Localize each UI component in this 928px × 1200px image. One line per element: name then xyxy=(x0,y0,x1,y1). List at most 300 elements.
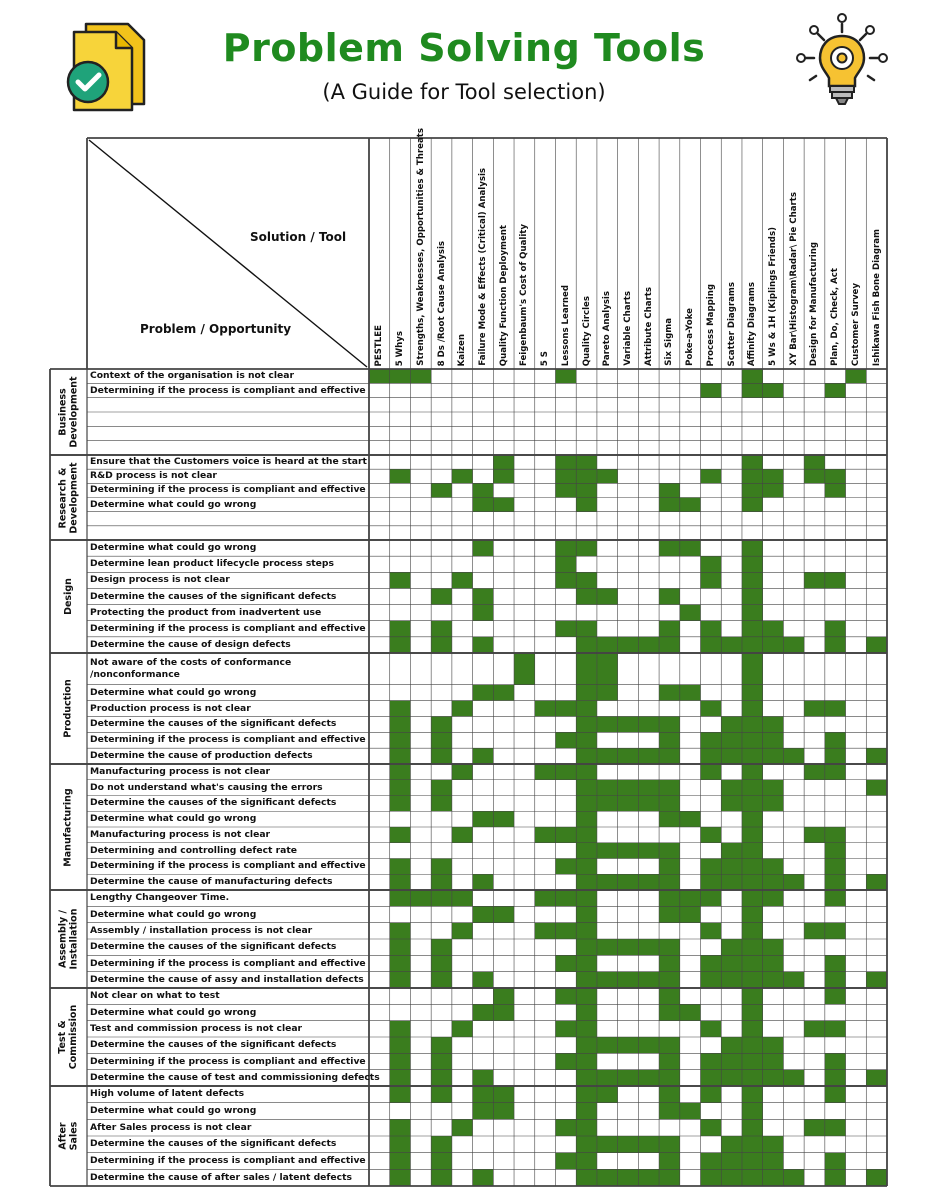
matrix-cell-filled xyxy=(576,653,597,685)
matrix-cell-filled xyxy=(576,796,597,812)
matrix-cell-filled xyxy=(473,1103,494,1120)
matrix-cell-filled xyxy=(555,701,576,717)
problem-row-label: Determining if the process is compliant and effective xyxy=(90,1055,366,1067)
tool-header-12 xyxy=(597,140,618,369)
matrix-cell-filled xyxy=(576,748,597,764)
matrix-cell-filled xyxy=(452,827,473,843)
tool-name: Customer Survey xyxy=(850,282,861,366)
matrix-cell-filled xyxy=(742,780,763,796)
category-name: Test & Commission xyxy=(57,1004,80,1070)
matrix-cell-filled xyxy=(473,498,494,512)
problem-row-label: Ensure that the Customers voice is heard at the start xyxy=(90,456,367,468)
matrix-cell-filled xyxy=(618,716,639,732)
problem-row-label: Determining if the process is compliant and effective xyxy=(90,957,366,969)
matrix-cell-filled xyxy=(825,890,846,906)
page-title: Problem Solving Tools xyxy=(222,26,706,70)
matrix-cell-filled xyxy=(763,890,784,906)
matrix-cell-filled xyxy=(618,1169,639,1186)
matrix-cell-filled xyxy=(638,716,659,732)
matrix-cell-filled xyxy=(721,637,742,653)
matrix-cell-filled xyxy=(555,556,576,572)
matrix-cell-filled xyxy=(431,716,452,732)
matrix-cell-filled xyxy=(638,972,659,988)
matrix-cell-filled xyxy=(597,1136,618,1153)
matrix-cell-filled xyxy=(576,621,597,637)
problem-row-label: Protecting the product from inadvertent use xyxy=(90,606,322,618)
matrix-cell-filled xyxy=(742,369,763,383)
tool-header-14 xyxy=(638,140,659,369)
matrix-cell-filled xyxy=(721,939,742,955)
matrix-cell-filled xyxy=(493,469,514,483)
matrix-cell-filled xyxy=(825,469,846,483)
matrix-cell-filled xyxy=(555,540,576,556)
problem-row-label: Determining if the process is compliant and effective xyxy=(90,622,366,634)
matrix-cell-filled xyxy=(576,637,597,653)
matrix-cell-filled xyxy=(555,369,576,383)
matrix-cell-filled xyxy=(473,483,494,497)
matrix-cell-filled xyxy=(721,1169,742,1186)
matrix-cell-filled xyxy=(742,1103,763,1120)
matrix-cell-filled xyxy=(638,1037,659,1053)
matrix-cell-filled xyxy=(742,1136,763,1153)
matrix-cell-filled xyxy=(431,955,452,971)
tool-name: Quality Circles xyxy=(581,295,592,366)
matrix-cell-filled xyxy=(742,621,763,637)
matrix-cell-filled xyxy=(721,1053,742,1069)
tool-header-4 xyxy=(431,140,452,369)
matrix-cell-filled xyxy=(452,923,473,939)
matrix-cell-filled xyxy=(473,1004,494,1020)
matrix-cell-filled xyxy=(638,1070,659,1086)
matrix-cell-filled xyxy=(576,1037,597,1053)
matrix-cell-filled xyxy=(390,874,411,890)
matrix-cell-filled xyxy=(701,1153,722,1170)
matrix-cell-filled xyxy=(452,1021,473,1037)
page-subtitle: (A Guide for Tool selection) xyxy=(322,80,606,104)
matrix-cell-filled xyxy=(390,890,411,906)
matrix-cell-filled xyxy=(431,1070,452,1086)
matrix-cell-filled xyxy=(659,483,680,497)
matrix-cell-filled xyxy=(680,685,701,701)
matrix-cell-filled xyxy=(825,843,846,859)
matrix-cell-filled xyxy=(742,1053,763,1069)
matrix-cell-filled xyxy=(473,972,494,988)
matrix-cell-filled xyxy=(825,1119,846,1136)
matrix-cell-filled xyxy=(701,764,722,780)
matrix-cell-filled xyxy=(742,540,763,556)
problem-row-label: Determine what could go wrong xyxy=(90,813,257,825)
problem-row-label: Do not understand what's causing the errors xyxy=(90,781,323,793)
matrix-cell-filled xyxy=(701,383,722,397)
matrix-cell-filled xyxy=(721,1070,742,1086)
matrix-cell-filled xyxy=(638,780,659,796)
matrix-cell-filled xyxy=(431,890,452,906)
problem-row-label: Determine the causes of the significant defects xyxy=(90,1039,337,1051)
matrix-cell-filled xyxy=(597,1169,618,1186)
matrix-cell-filled xyxy=(721,1153,742,1170)
matrix-cell-filled xyxy=(763,1136,784,1153)
matrix-cell-filled xyxy=(576,1053,597,1069)
matrix-cell-filled xyxy=(555,732,576,748)
matrix-cell-filled xyxy=(431,1053,452,1069)
tool-header-2 xyxy=(390,140,411,369)
matrix-cell-filled xyxy=(555,469,576,483)
matrix-cell-filled xyxy=(701,827,722,843)
matrix-cell-filled xyxy=(597,939,618,955)
matrix-cell-filled xyxy=(576,498,597,512)
matrix-cell-filled xyxy=(390,732,411,748)
problem-row-label: Determine what could go wrong xyxy=(90,498,257,510)
problem-row-label: Test and commission process is not clear xyxy=(90,1022,303,1034)
matrix-cell-filled xyxy=(576,988,597,1004)
tool-name: XY Bar\Histogram\Radar\ Pie Charts xyxy=(788,192,799,366)
matrix-cell-filled xyxy=(742,923,763,939)
matrix-cell-filled xyxy=(390,1086,411,1103)
tool-name: Process Mapping xyxy=(705,283,716,366)
matrix-cell-filled xyxy=(763,955,784,971)
matrix-cell-filled xyxy=(555,483,576,497)
matrix-cell-filled xyxy=(452,572,473,588)
matrix-cell-filled xyxy=(410,369,431,383)
matrix-cell-filled xyxy=(680,906,701,922)
matrix-cell-filled xyxy=(866,748,887,764)
matrix-cell-filled xyxy=(431,1037,452,1053)
tool-name: 5 S xyxy=(540,350,551,366)
tool-header-23 xyxy=(825,140,846,369)
matrix-cell-filled xyxy=(618,972,639,988)
problem-row-label: Manufacturing process is not clear xyxy=(90,828,271,840)
matrix-cell-filled xyxy=(597,780,618,796)
problem-row-label: Determine the causes of the significant defects xyxy=(90,797,337,809)
matrix-cell-filled xyxy=(783,637,804,653)
matrix-cell-filled xyxy=(742,716,763,732)
matrix-cell-filled xyxy=(555,572,576,588)
problem-row-label: Determine what could go wrong xyxy=(90,686,257,698)
matrix-cell-filled xyxy=(597,469,618,483)
matrix-cell-filled xyxy=(701,621,722,637)
matrix-cell-filled xyxy=(742,572,763,588)
matrix-cell-filled xyxy=(742,939,763,955)
problem-row-label: Production process is not clear xyxy=(90,702,251,714)
matrix-cell-filled xyxy=(390,572,411,588)
matrix-cell-filled xyxy=(473,874,494,890)
problem-row-label: Determine the cause of test and commissioning defects xyxy=(90,1071,380,1083)
matrix-cell-filled xyxy=(659,1136,680,1153)
matrix-cell-filled xyxy=(555,455,576,469)
matrix-cell-filled xyxy=(701,1070,722,1086)
matrix-cell-filled xyxy=(866,874,887,890)
tool-header-19 xyxy=(742,140,763,369)
matrix-cell-filled xyxy=(866,972,887,988)
matrix-cell-filled xyxy=(721,748,742,764)
matrix-cell-filled xyxy=(535,890,556,906)
matrix-cell-filled xyxy=(763,469,784,483)
matrix-cell-filled xyxy=(618,1136,639,1153)
tool-header-8 xyxy=(514,140,535,369)
matrix-cell-filled xyxy=(535,764,556,780)
matrix-cell-filled xyxy=(783,972,804,988)
matrix-cell-filled xyxy=(825,827,846,843)
matrix-cell-filled xyxy=(431,972,452,988)
problem-row-label: Determine what could go wrong xyxy=(90,542,257,554)
matrix-cell-filled xyxy=(576,827,597,843)
matrix-cell-filled xyxy=(804,1119,825,1136)
matrix-cell-filled xyxy=(555,827,576,843)
matrix-cell-filled xyxy=(390,1037,411,1053)
tool-name: Six Sigma xyxy=(664,318,675,366)
category-name: Business Development xyxy=(57,376,80,448)
matrix-cell-filled xyxy=(576,972,597,988)
matrix-cell-filled xyxy=(493,811,514,827)
matrix-cell-filled xyxy=(742,955,763,971)
matrix-cell-filled xyxy=(742,483,763,497)
matrix-cell-filled xyxy=(576,483,597,497)
matrix-cell-filled xyxy=(763,874,784,890)
matrix-cell-filled xyxy=(742,796,763,812)
problem-row-label: Not aware of the costs of conformance /nonconformance xyxy=(90,656,292,680)
matrix-cell-filled xyxy=(825,764,846,780)
problem-row-label: Assembly / installation process is not clear xyxy=(90,924,313,936)
matrix-cell-filled xyxy=(763,1169,784,1186)
matrix-cell-filled xyxy=(576,923,597,939)
matrix-cell-filled xyxy=(721,874,742,890)
matrix-cell-filled xyxy=(576,701,597,717)
matrix-cell-filled xyxy=(431,1086,452,1103)
matrix-cell-filled xyxy=(597,1037,618,1053)
matrix-cell-filled xyxy=(390,796,411,812)
matrix-cell-filled xyxy=(825,701,846,717)
matrix-cell-filled xyxy=(576,1103,597,1120)
tool-header-16 xyxy=(680,140,701,369)
matrix-cell-filled xyxy=(597,1086,618,1103)
matrix-cell-filled xyxy=(597,1070,618,1086)
matrix-cell-filled xyxy=(721,1037,742,1053)
matrix-cell-filled xyxy=(804,701,825,717)
matrix-cell-filled xyxy=(742,906,763,922)
category-name: Production xyxy=(63,679,74,738)
matrix-cell-filled xyxy=(783,874,804,890)
matrix-cell-filled xyxy=(431,1153,452,1170)
tool-name: Design for Manufacturing xyxy=(809,241,820,366)
matrix-cell-filled xyxy=(763,732,784,748)
matrix-cell-filled xyxy=(825,1086,846,1103)
matrix-cell-filled xyxy=(742,383,763,397)
matrix-cell-filled xyxy=(390,1169,411,1186)
matrix-cell-filled xyxy=(390,923,411,939)
matrix-cell-filled xyxy=(659,859,680,875)
matrix-cell-filled xyxy=(659,588,680,604)
problem-row-label: Design process is not clear xyxy=(90,574,230,586)
matrix-cell-filled xyxy=(680,540,701,556)
matrix-cell-filled xyxy=(866,1169,887,1186)
problem-row-label: Determine the causes of the significant defects xyxy=(90,1138,337,1150)
problem-row-label: Determining and controlling defect rate xyxy=(90,844,297,856)
matrix-cell-filled xyxy=(597,637,618,653)
matrix-cell-filled xyxy=(431,1169,452,1186)
matrix-cell-filled xyxy=(659,1004,680,1020)
matrix-cell-filled xyxy=(576,955,597,971)
tool-name: Failure Mode & Effects (Critical) Analysis xyxy=(477,168,488,366)
matrix-cell-filled xyxy=(576,1070,597,1086)
matrix-cell-filled xyxy=(431,621,452,637)
matrix-cell-filled xyxy=(742,498,763,512)
matrix-cell-filled xyxy=(493,685,514,701)
matrix-cell-filled xyxy=(555,955,576,971)
tool-name: PESTLEE xyxy=(374,324,385,366)
tool-name: Ishikawa Fish Bone Diagram xyxy=(871,228,882,366)
matrix-cell-filled xyxy=(804,1021,825,1037)
matrix-cell-filled xyxy=(763,483,784,497)
matrix-cell-filled xyxy=(659,843,680,859)
category-name: Assembly / Installation xyxy=(57,908,80,970)
tool-name: 8 Ds /Root Cause Analysis xyxy=(436,240,447,366)
matrix-cell-filled xyxy=(742,588,763,604)
matrix-cell-filled xyxy=(659,780,680,796)
matrix-cell-filled xyxy=(576,455,597,469)
matrix-cell-filled xyxy=(597,748,618,764)
problem-row-label: Determine what could go wrong xyxy=(90,1105,257,1116)
matrix-cell-filled xyxy=(410,890,431,906)
matrix-cell-filled xyxy=(473,1169,494,1186)
tool-header-6 xyxy=(473,140,494,369)
matrix-cell-filled xyxy=(576,1021,597,1037)
matrix-cell-filled xyxy=(431,732,452,748)
matrix-cell-filled xyxy=(473,540,494,556)
matrix-cell-filled xyxy=(473,685,494,701)
problem-row-label: Determining if the process is compliant and effective xyxy=(90,1155,366,1166)
tool-header-17 xyxy=(701,140,722,369)
problem-row-label: High volume of latent defects xyxy=(90,1088,245,1100)
problem-row-label: Determine the causes of the significant defects xyxy=(90,590,337,602)
matrix-cell-filled xyxy=(514,653,535,685)
matrix-cell-filled xyxy=(638,874,659,890)
matrix-cell-filled xyxy=(576,843,597,859)
matrix-cell-filled xyxy=(721,780,742,796)
problem-row-label: Not clear on what to test xyxy=(90,990,220,1002)
problem-row-label: Determine the causes of the significant defects xyxy=(90,718,337,730)
matrix-cell-filled xyxy=(597,796,618,812)
matrix-cell-filled xyxy=(742,469,763,483)
matrix-cell-filled xyxy=(618,748,639,764)
matrix-cell-filled xyxy=(597,716,618,732)
problem-row-label: Determining if the process is compliant and effective xyxy=(90,734,366,746)
matrix-cell-filled xyxy=(493,1086,514,1103)
matrix-cell-filled xyxy=(825,572,846,588)
matrix-cell-filled xyxy=(659,1086,680,1103)
matrix-cell-filled xyxy=(742,605,763,621)
problem-row-label: Determining if the process is compliant and effective xyxy=(90,384,366,396)
matrix-cell-filled xyxy=(763,637,784,653)
matrix-cell-filled xyxy=(701,469,722,483)
matrix-cell-filled xyxy=(701,637,722,653)
matrix-cell-filled xyxy=(763,939,784,955)
matrix-cell-filled xyxy=(742,827,763,843)
matrix-cell-filled xyxy=(555,890,576,906)
matrix-cell-filled xyxy=(742,748,763,764)
matrix-cell-filled xyxy=(742,764,763,780)
matrix-cell-filled xyxy=(473,637,494,653)
matrix-cell-filled xyxy=(701,748,722,764)
matrix-cell-filled xyxy=(783,1169,804,1186)
matrix-cell-filled xyxy=(742,811,763,827)
matrix-cell-filled xyxy=(659,1169,680,1186)
matrix-cell-filled xyxy=(742,1037,763,1053)
tool-name: 5 Ws & 1H (Kiplings Friends) xyxy=(768,227,779,366)
matrix-cell-filled xyxy=(701,955,722,971)
matrix-cell-filled xyxy=(493,906,514,922)
matrix-cell-filled xyxy=(576,1086,597,1103)
matrix-cell-filled xyxy=(742,653,763,685)
matrix-cell-filled xyxy=(721,1136,742,1153)
matrix-cell-filled xyxy=(431,483,452,497)
matrix-cell-filled xyxy=(659,874,680,890)
tool-header-3 xyxy=(410,128,431,369)
matrix-cell-filled xyxy=(783,1070,804,1086)
matrix-cell-filled xyxy=(659,796,680,812)
matrix-cell-filled xyxy=(763,748,784,764)
tool-name: Strengths, Weaknesses, Opportunities & Threats xyxy=(415,128,426,366)
matrix-cell-filled xyxy=(742,701,763,717)
matrix-cell-filled xyxy=(390,748,411,764)
matrix-cell-filled xyxy=(473,811,494,827)
matrix-cell-filled xyxy=(866,780,887,796)
matrix-cell-filled xyxy=(576,588,597,604)
matrix-cell-filled xyxy=(431,796,452,812)
matrix-cell-filled xyxy=(680,498,701,512)
matrix-cell-filled xyxy=(659,540,680,556)
matrix-cell-filled xyxy=(659,732,680,748)
matrix-cell-filled xyxy=(431,637,452,653)
matrix-cell-filled xyxy=(555,1153,576,1170)
matrix-cell-filled xyxy=(825,1153,846,1170)
matrix-cell-filled xyxy=(576,540,597,556)
matrix-cell-filled xyxy=(742,874,763,890)
problem-row-label: Determining if the process is compliant and effective xyxy=(90,484,366,496)
matrix-cell-filled xyxy=(597,685,618,701)
matrix-cell-filled xyxy=(742,732,763,748)
matrix-cell-filled xyxy=(742,1153,763,1170)
tool-name: Poke-a-Yoke xyxy=(685,308,696,366)
matrix-cell-filled xyxy=(742,1021,763,1037)
matrix-cell-filled xyxy=(618,939,639,955)
problem-row-label: Determine the causes of the significant defects xyxy=(90,941,337,953)
matrix-cell-filled xyxy=(825,621,846,637)
problem-row-label: Determine what could go wrong xyxy=(90,908,257,920)
problem-row-label: Determine the cause of production defects xyxy=(90,750,313,762)
matrix-cell-filled xyxy=(473,748,494,764)
matrix-cell-filled xyxy=(597,843,618,859)
matrix-cell-filled xyxy=(390,1136,411,1153)
matrix-cell-filled xyxy=(825,874,846,890)
matrix-cell-filled xyxy=(638,637,659,653)
matrix-cell-filled xyxy=(763,859,784,875)
matrix-cell-filled xyxy=(701,732,722,748)
tool-header-10 xyxy=(555,140,576,369)
matrix-cell-filled xyxy=(825,383,846,397)
matrix-cell-filled xyxy=(597,972,618,988)
problem-row-label: Determine what could go wrong xyxy=(90,1006,257,1018)
matrix-cell-filled xyxy=(721,859,742,875)
matrix-cell-filled xyxy=(390,637,411,653)
matrix-cell-filled xyxy=(825,748,846,764)
matrix-cell-filled xyxy=(825,1070,846,1086)
matrix-cell-filled xyxy=(763,1037,784,1053)
matrix-cell-filled xyxy=(763,621,784,637)
matrix-cell-filled xyxy=(638,748,659,764)
matrix-cell-filled xyxy=(804,455,825,469)
matrix-cell-filled xyxy=(555,621,576,637)
matrix-cell-filled xyxy=(390,469,411,483)
